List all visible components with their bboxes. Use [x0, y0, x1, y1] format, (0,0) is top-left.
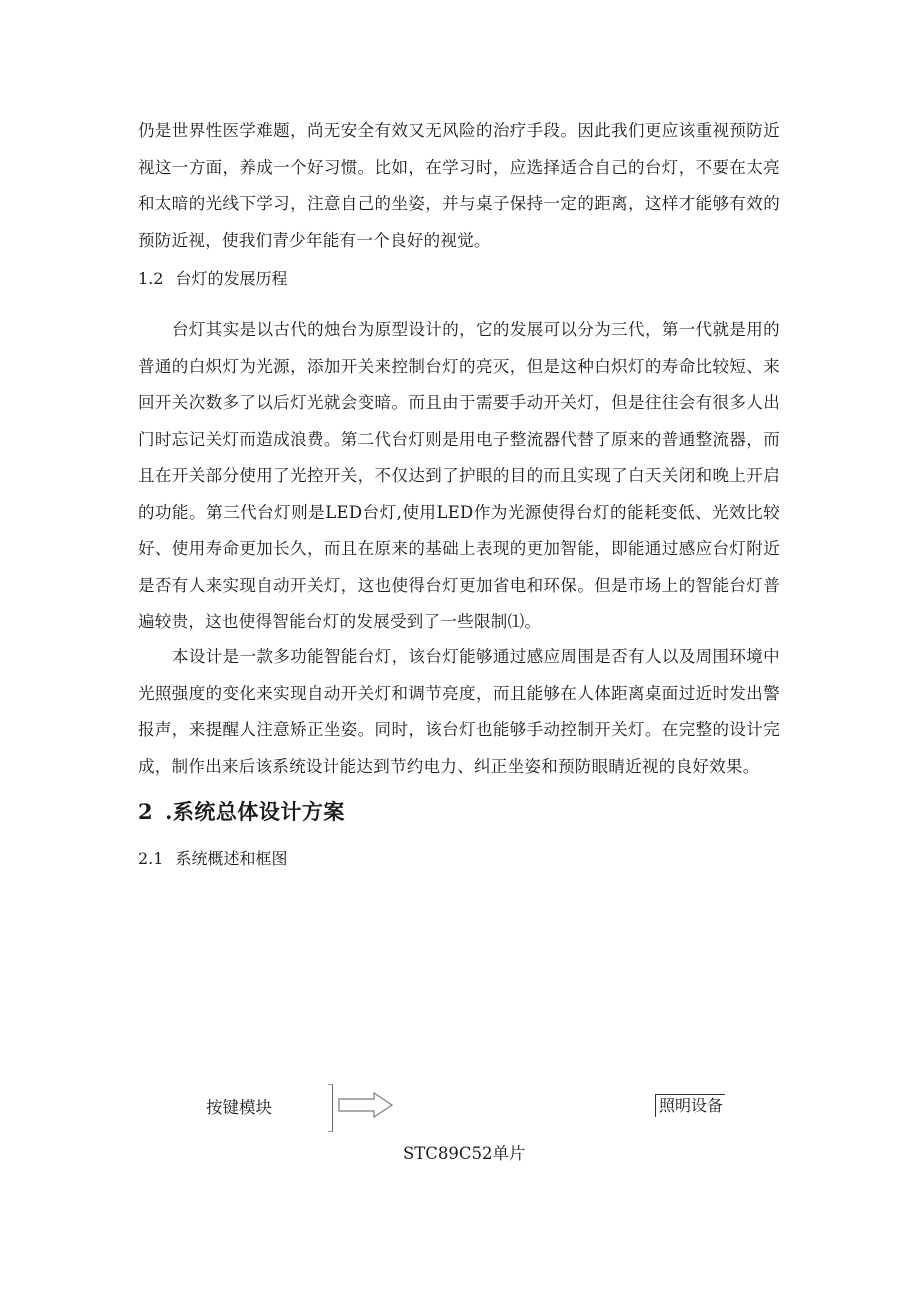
section-number: 1.2: [138, 269, 164, 288]
section-title: 台灯的发展历程: [175, 269, 288, 288]
paragraph-myopia-prevention: 仍是世界性医学难题，尚无安全有效又无风险的治疗手段。因此我们更应该重视预防近视这一方面，养成一个好习惯。比如，在学习时，应选择适合自己的台灯，不要在太亮和太暗的光线下学习，注意自己的坐姿，并与桌子保持一定的距离，这样才能够有效的预防近视，使我们青少年能有一个良好的视觉。: [138, 121, 780, 250]
section-heading-1-2: [138, 266, 287, 289]
lighting-device-label: 照明设备: [655, 1094, 725, 1117]
section-title: .系统总体设计方案: [165, 799, 345, 824]
paragraph-lamp-history: 台灯其实是以古代的烛台为原型设计的，它的发展可以分为三代，第一代就是用的普通的白炽灯为光源，添加开关来控制台灯的亮灭，但是这种白炽灯的寿命比较短、来回开关次数多了以后灯光就会变暗。而且由于需要手动开关灯，但是往往会有很多人出门时忘记关灯而造成浪费。第二代台灯则是用电子整流器代替了原来的普通整流器，而且在开关部分使用了光控开关，不仅达到了护眼的目的而且实现了白天关闭和晚上开启的功能。第三代台灯则是LED台灯,使用LED作为光源使得台灯的能耗变低、光效比较好、使用寿命更加长久，而且在原来的基础上表现的更加智能，即能通过感应台灯附近是否有人来实现自动开关灯，这也使得台灯更加省电和环保。但是市场上的智能台灯普遍较贵，这也使得智能台灯的发展受到了一些限制⑴。: [138, 320, 780, 631]
section-heading-2-1: [138, 846, 287, 869]
system-block-diagram: [0, 1070, 920, 1190]
section-heading-2: [138, 796, 345, 826]
paragraph-design-overview: 本设计是一款多功能智能台灯，该台灯能够通过感应周围是否有人以及周围环境中光照强度的变化来实现自动开关灯和调节亮度，而且能够在人体距离桌面过近时发出警报声，来提醒人注意矫正坐姿。同时，该台灯也能够手动控制开关灯。在完整的设计完成，制作出来后该系统设计能达到节约电力、纠正坐姿和预防眼睛近视的良好效果。: [138, 647, 780, 776]
section-number: 2: [138, 799, 154, 824]
section-number: 2.1: [138, 849, 164, 868]
bracket-line: [328, 1084, 333, 1132]
section-title: 系统概述和框图: [175, 849, 288, 868]
right-arrow-icon: [338, 1092, 394, 1118]
mcu-label: STC89C52单片: [403, 1144, 526, 1163]
key-module-label: 按键模块: [206, 1098, 272, 1117]
